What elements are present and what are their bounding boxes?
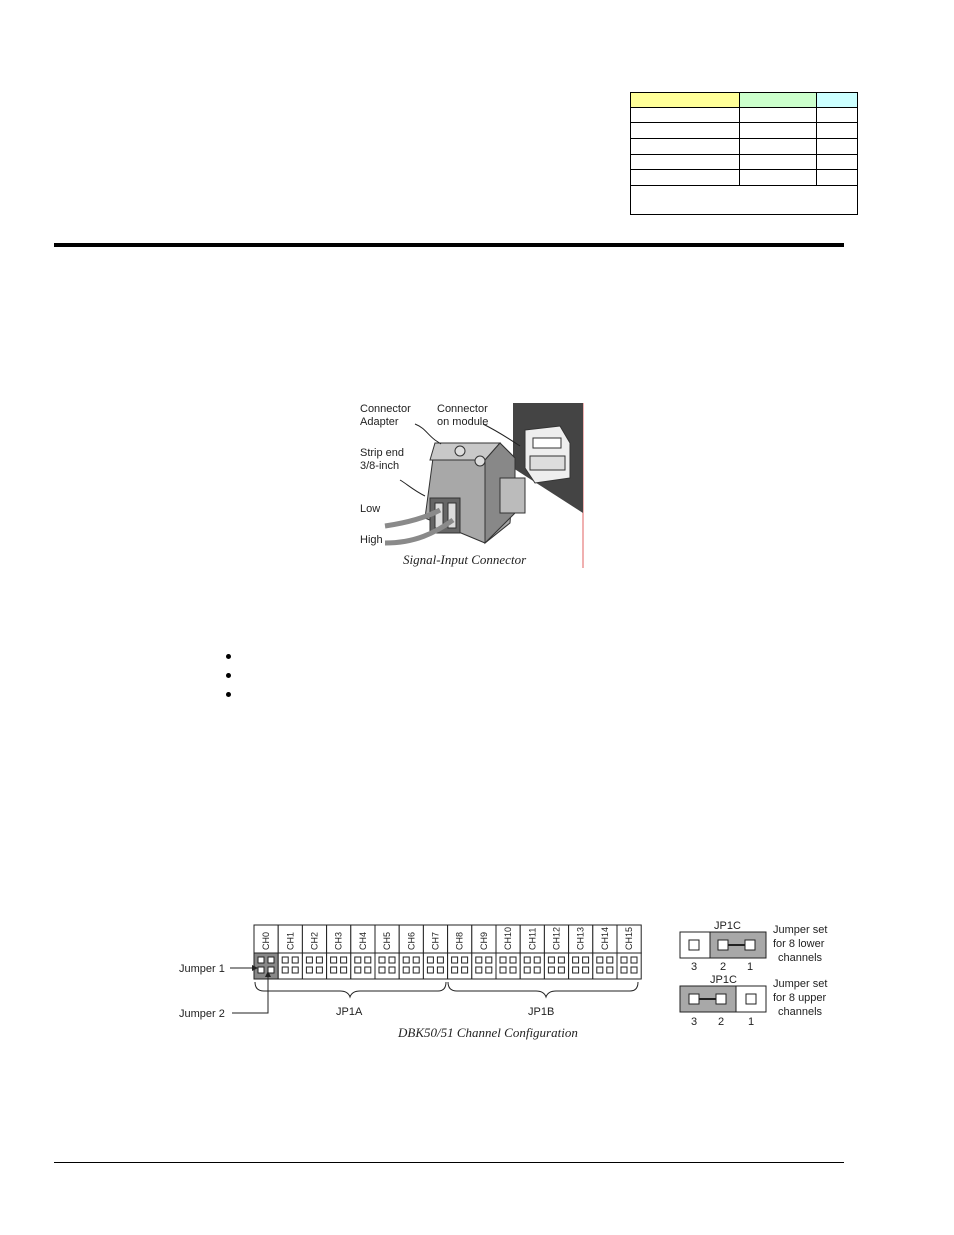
- jumper-pin: [486, 957, 492, 963]
- jumper-pin: [558, 957, 564, 963]
- bullet: [226, 673, 231, 678]
- jumper-pin: [355, 957, 361, 963]
- label-strip-end-2: 3/8-inch: [360, 460, 400, 472]
- jp1c-upper-channels: [680, 974, 827, 1028]
- table-row-line: [631, 154, 857, 155]
- jumper-pin: [510, 967, 516, 973]
- table-header-blue: [816, 93, 857, 108]
- jumper-pin: [389, 957, 395, 963]
- jumper-pin: [548, 967, 554, 973]
- jumper-pin: [607, 957, 613, 963]
- jp1c-upper-pin-label-1: 1: [748, 1016, 755, 1028]
- jumper-pin: [379, 967, 385, 973]
- channel-label-ch13: CH13: [575, 926, 586, 950]
- label-low: Low: [360, 503, 381, 515]
- table-header-green: [739, 93, 816, 108]
- jumper-pin: [268, 967, 274, 973]
- label-connector-adapter-1: Connector: [360, 403, 411, 415]
- channel-label-ch12: CH12: [551, 926, 562, 950]
- label-connector-adapter-2: Adapter: [360, 416, 399, 428]
- jumper-pin: [534, 957, 540, 963]
- jumper-pin: [573, 967, 579, 973]
- jumper-pin: [413, 967, 419, 973]
- jumper-pin: [486, 967, 492, 973]
- bullet: [226, 654, 231, 659]
- jumper-pin: [379, 957, 385, 963]
- jumper-pin: [583, 957, 589, 963]
- jumper-pin: [510, 957, 516, 963]
- jumper-pin: [583, 967, 589, 973]
- jumper-pin: [597, 967, 603, 973]
- footer-rule: [54, 1162, 844, 1163]
- jumper-pin: [403, 967, 409, 973]
- channel-label-ch15: CH15: [624, 926, 635, 950]
- jumper-pin: [258, 957, 264, 963]
- channel-label-ch4: CH4: [357, 931, 368, 950]
- channel-label-ch8: CH8: [454, 931, 465, 950]
- jp1c-upper-pin-label-2: 2: [718, 1016, 725, 1028]
- jp1c-upper-pin1: [746, 994, 756, 1004]
- jumper-pin: [331, 957, 337, 963]
- jumper-pin: [306, 957, 312, 963]
- jumper-pin: [558, 967, 564, 973]
- jumper-pin: [500, 957, 506, 963]
- jumper-pin: [524, 957, 530, 963]
- jumper-pin: [534, 967, 540, 973]
- label-connector-module-1: Connector: [437, 403, 488, 415]
- section-rule: [54, 243, 844, 247]
- jumper-pin: [631, 967, 637, 973]
- jp1a-brace: [255, 982, 446, 997]
- jumper-pin: [427, 967, 433, 973]
- channel-label-ch11: CH11: [527, 927, 538, 950]
- label-jumper-2: Jumper 2: [179, 1008, 225, 1020]
- jp1c-lower-pin-label-1: 1: [747, 961, 754, 973]
- jumper-pin: [341, 967, 347, 973]
- jumper-pin: [341, 957, 347, 963]
- channel-label-ch9: CH9: [478, 931, 489, 950]
- label-jumper-1: Jumper 1: [179, 963, 225, 975]
- jumper-pin: [413, 957, 419, 963]
- label-strip-end-1: Strip end: [360, 447, 405, 459]
- jumper-pin: [621, 957, 627, 963]
- jumper-pin: [597, 957, 603, 963]
- jp1c-upper-desc-2: for 8 upper: [773, 992, 827, 1004]
- info-table: [630, 92, 858, 215]
- jumper-pin: [403, 957, 409, 963]
- jumper-pin: [355, 967, 361, 973]
- channel-label-ch0: CH0: [261, 931, 272, 950]
- jumper-pin: [476, 967, 482, 973]
- jumper-pin: [427, 957, 433, 963]
- table-col-line: [816, 93, 817, 185]
- label-high: High: [360, 534, 383, 546]
- jumper-pin: [331, 967, 337, 973]
- jumper-2-arrow: [232, 977, 268, 1013]
- channel-label-ch5: CH5: [382, 931, 393, 950]
- jumper-pin: [452, 957, 458, 963]
- jumper-pin: [268, 957, 274, 963]
- jp1c-upper-pin-label-3: 3: [691, 1016, 698, 1028]
- jumper-pin: [258, 967, 264, 973]
- table-col-line: [739, 93, 740, 185]
- channel-label-ch1: CH1: [285, 931, 296, 950]
- jumper-pin: [524, 967, 530, 973]
- jp1c-upper-desc-3: channels: [778, 1006, 823, 1018]
- channel-label-ch6: CH6: [406, 931, 417, 950]
- jumper-pin: [476, 957, 482, 963]
- jumper-pin: [437, 957, 443, 963]
- jp1c-lower-pin1: [745, 940, 755, 950]
- jp1c-lower-pin2: [718, 940, 728, 950]
- jumper-pin: [316, 967, 322, 973]
- jumper-pin: [548, 957, 554, 963]
- table-row-line: [631, 169, 857, 170]
- jp1c-lower-desc-1: Jumper set: [773, 924, 828, 936]
- jp1c-upper-pin2: [716, 994, 726, 1004]
- label-connector-module-2: on module: [437, 416, 489, 428]
- jumper-pin: [621, 967, 627, 973]
- jp1c-upper-pin3: [689, 994, 699, 1004]
- channel-label-ch7: CH7: [430, 931, 441, 950]
- jumper-pin: [631, 957, 637, 963]
- connector-caption: Signal-Input Connector: [403, 552, 527, 567]
- jumper-pin: [282, 957, 288, 963]
- jp1b-brace: [448, 982, 638, 997]
- signal-input-connector-figure: [355, 398, 595, 573]
- table-header-yellow: [631, 93, 739, 108]
- jumper-pin: [292, 967, 298, 973]
- jumper-pin: [607, 967, 613, 973]
- jumper-pin: [306, 967, 312, 973]
- channel-label-ch10: CH10: [503, 926, 514, 950]
- jumper-pin: [365, 967, 371, 973]
- jp1c-upper-desc-1: Jumper set: [773, 978, 828, 990]
- jp1c-upper-title: JP1C: [710, 974, 737, 986]
- jumper-pin: [462, 967, 468, 973]
- module-connector: [525, 426, 570, 483]
- table-row-line: [631, 138, 857, 139]
- bullet: [226, 692, 231, 697]
- channel-configuration-figure: [170, 915, 840, 1045]
- jumper-pin: [462, 957, 468, 963]
- leader-strip: [400, 480, 425, 496]
- label-jp1b: JP1B: [528, 1006, 555, 1018]
- jumper-pin: [452, 967, 458, 973]
- channel-header-strip: [254, 925, 641, 979]
- jp1c-lower-pin-label-2: 2: [720, 961, 727, 973]
- jp1c-lower-desc-3: channels: [778, 952, 823, 964]
- jp1c-lower-title: JP1C: [714, 920, 741, 932]
- jp1c-lower-channels: [680, 920, 827, 973]
- jumper-pin: [365, 957, 371, 963]
- table-row-line: [631, 122, 857, 123]
- jumper-pin: [389, 967, 395, 973]
- channel-label-ch3: CH3: [333, 931, 344, 950]
- jumper-pin: [316, 957, 322, 963]
- channel-label-ch14: CH14: [599, 926, 610, 950]
- jp1c-lower-desc-2: for 8 lower: [773, 938, 825, 950]
- channel-caption: DBK50/51 Channel Configuration: [398, 1025, 578, 1040]
- jp1c-lower-pin-label-3: 3: [691, 961, 698, 973]
- jumper-pin: [573, 957, 579, 963]
- table-row-line: [631, 185, 857, 186]
- label-jp1a: JP1A: [336, 1006, 363, 1018]
- jumper-pin: [500, 967, 506, 973]
- jumper-pin: [282, 967, 288, 973]
- jumper-pin: [292, 957, 298, 963]
- jp1c-lower-pin3: [689, 940, 699, 950]
- channel-label-ch2: CH2: [309, 931, 320, 950]
- jumper-pin: [437, 967, 443, 973]
